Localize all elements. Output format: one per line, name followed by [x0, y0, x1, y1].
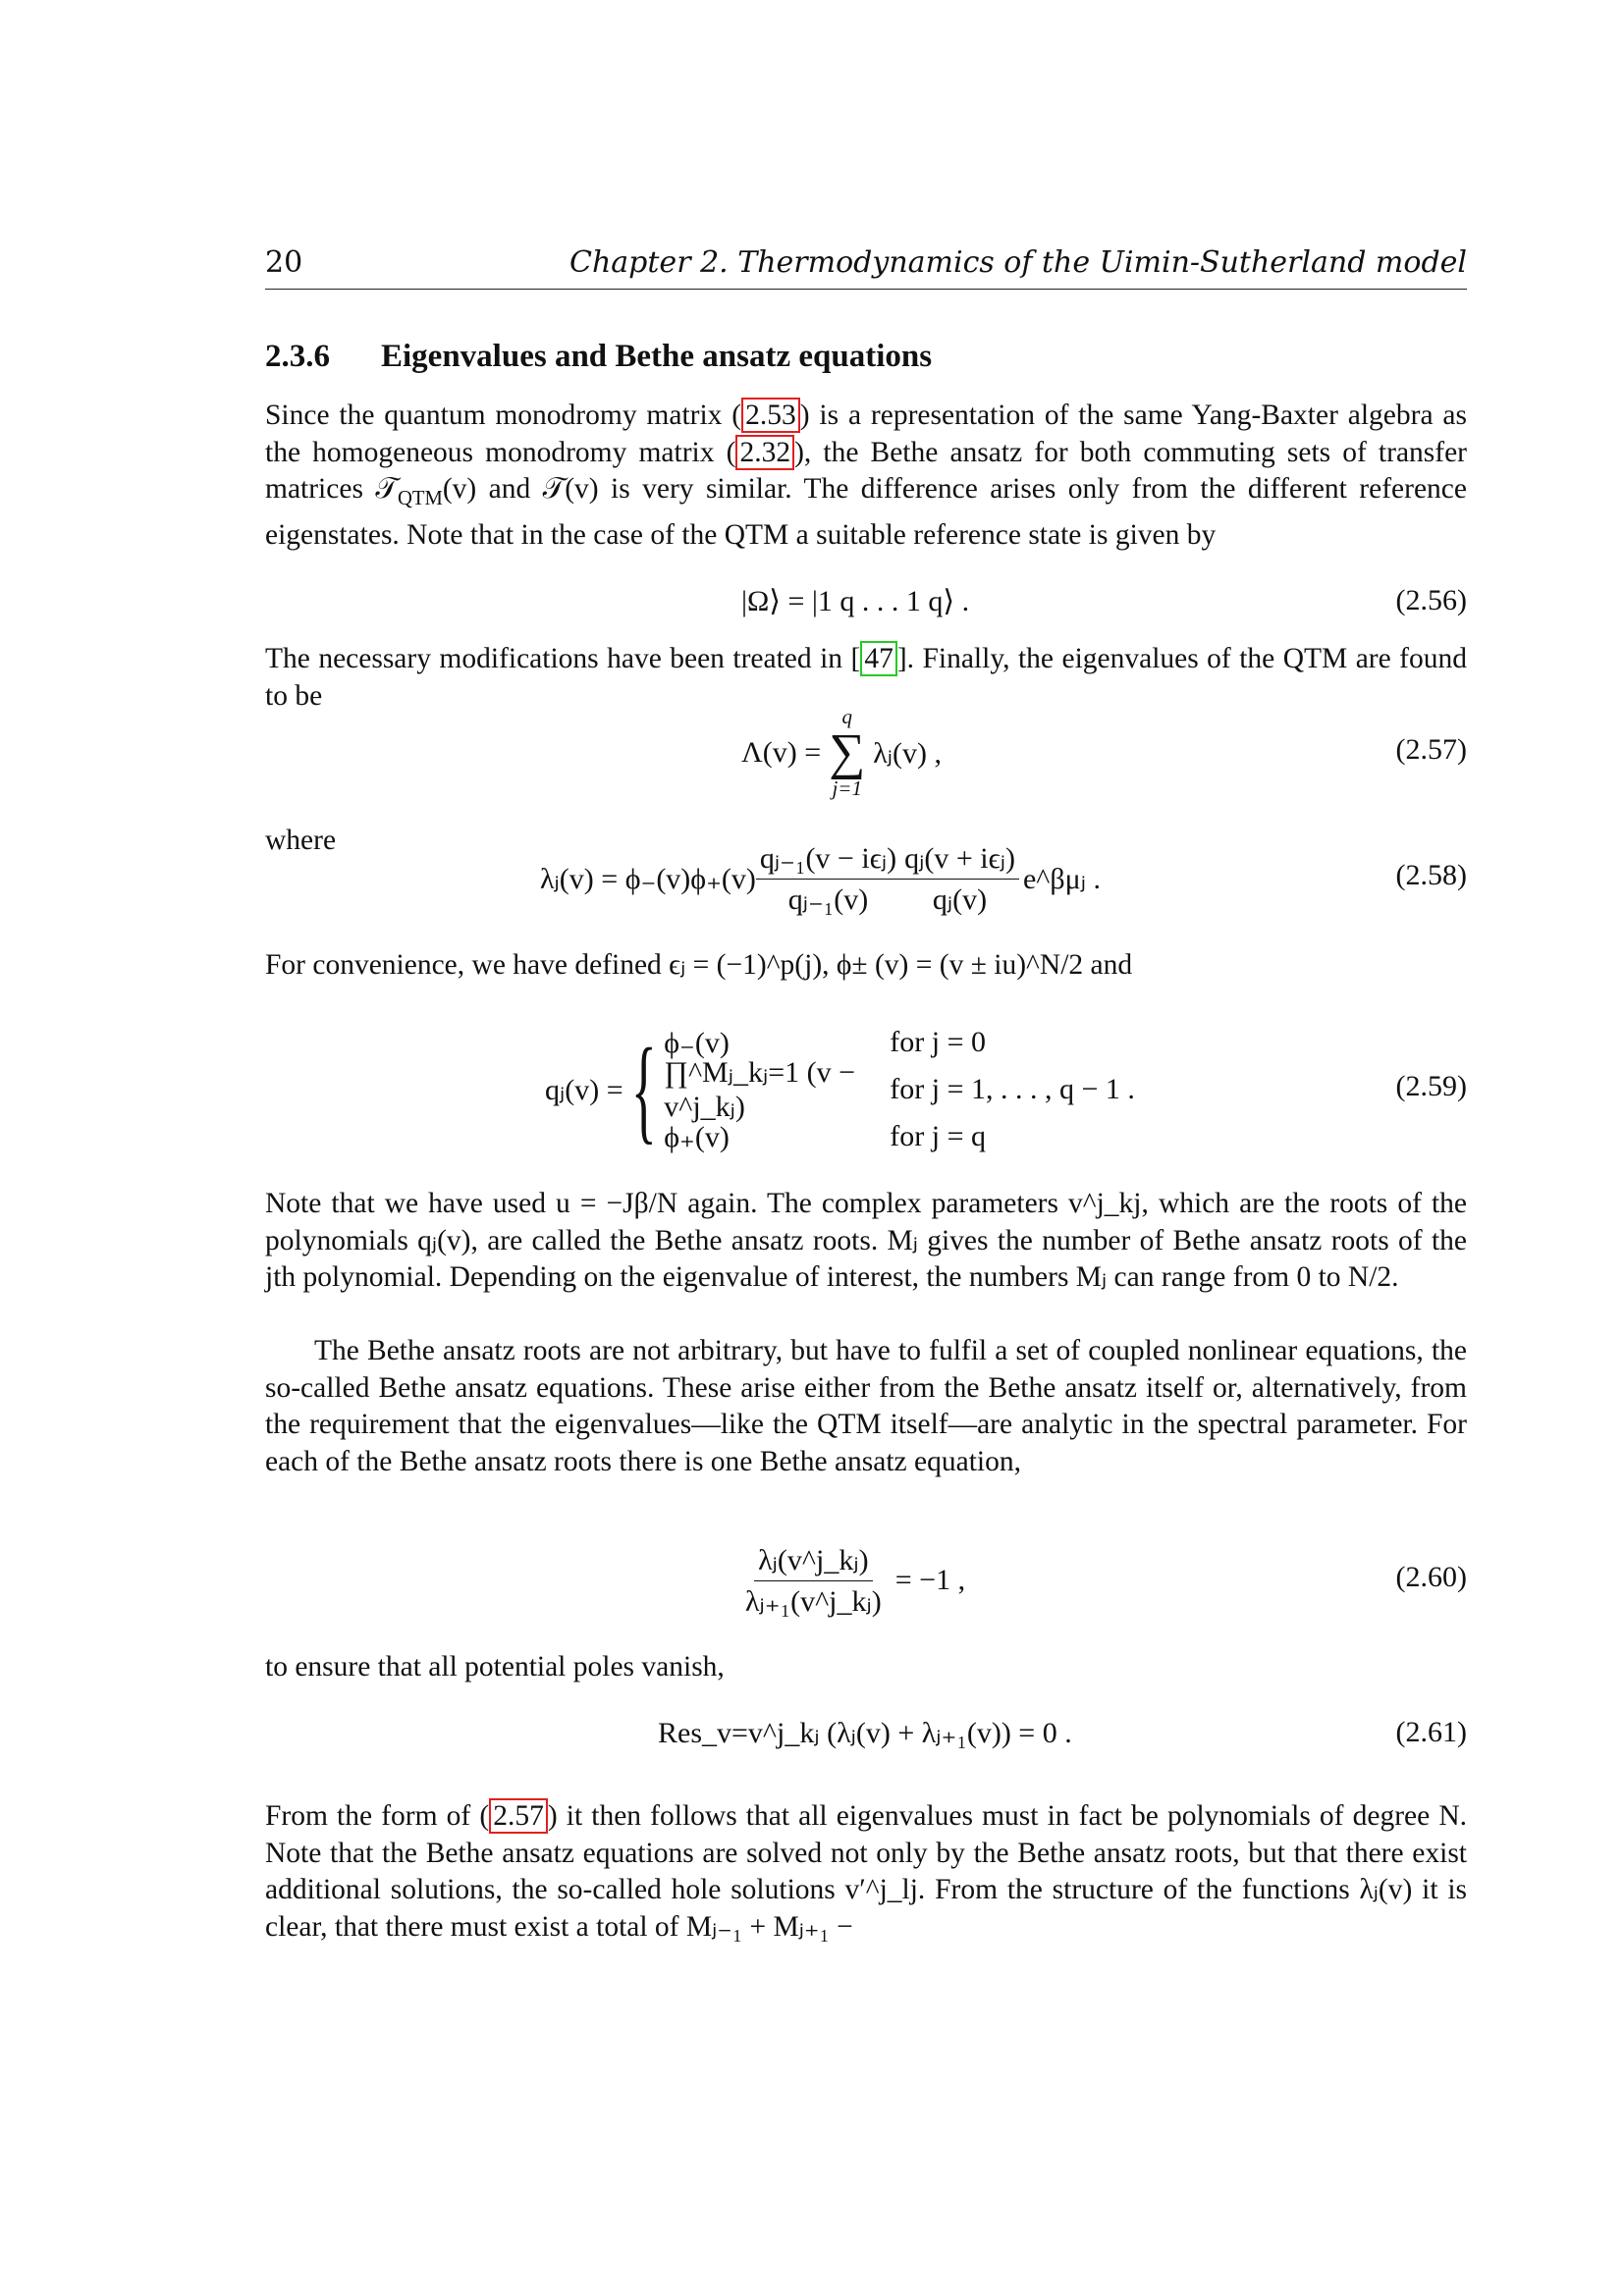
eq-lhs: qⱼ(v) = [545, 1073, 623, 1106]
where-text: where [265, 825, 337, 856]
text: Since the quantum monodromy matrix [265, 400, 732, 431]
paragraph-3: For convenience, we have defined ϵⱼ = (−1)^p(j), ϕ± (v) = (v ± iu)^N/2 and [265, 949, 1133, 981]
cases [664, 1019, 1135, 1160]
citation-47[interactable]: 47 [860, 641, 897, 676]
chapter-title: Chapter 2. Thermodynamics of the Uimin-Sutherland model [569, 245, 1467, 280]
fraction [756, 841, 900, 917]
equation-2-56 [265, 584, 1467, 623]
text: (v) and 𝒯(v) is very similar. The difference arises only from the different reference eigenstates. Note that in the case of the QTM a suitable reference state is given by [265, 473, 1467, 552]
eq-tail: e^βμⱼ . [1022, 862, 1101, 895]
eq-rhs: = −1 , [894, 1564, 966, 1596]
paragraph-4: Note that we have used u = −Jβ/N again. The complex parameters v^j_kj, which are the roots of the polynomials qⱼ(v), are called the Bethe ansatz roots. Mⱼ gives the number of Bethe ansatz roots of the jth polynomial. Depending on the eigenvalue of interest, the numbers Mⱼ can range from 0 to N/2. [265, 1188, 1467, 1293]
numerator: qⱼ(v + iϵⱼ) [900, 841, 1019, 880]
denominator: qⱼ(v) [932, 882, 988, 916]
text: is a representation of the same Yang-Baxter algebra as the homogeneous monodromy matrix [265, 400, 1467, 468]
case-cond: for j = 1, . . . , q − 1 . [890, 1073, 1135, 1105]
text: The necessary modifications have been treated in [265, 643, 851, 674]
denominator: λⱼ₊₁(v^j_kⱼ) [745, 1584, 882, 1618]
section-number: 2.3.6 [265, 339, 330, 374]
text: it then follows that all eigenvalues must in fact be polynomials of degree N. Note that the Bethe ansatz equations are solved not only by the Bethe ansatz roots, but that there exist additional solutions, the so-called hole solutions v′^j_lj. From the structure of the functions λⱼ(v) it is clear, that there must exist a total of Mⱼ₋₁ + Mⱼ₊₁ − [265, 1800, 1468, 1943]
running-header [265, 245, 1467, 290]
text: , the Bethe ansatz for both commuting sets of transfer matrices 𝒯 [265, 436, 1468, 505]
eq-lhs: λⱼ(v) = ϕ₋(v)ϕ₊(v) [540, 862, 756, 895]
paragraph-6: to ensure that all potential poles vanish, [265, 1651, 725, 1682]
eq-ref-2-32[interactable]: 2.32 [735, 435, 794, 470]
paragraph-5: The Bethe ansatz roots are not arbitrary, but have to fulfil a set of coupled nonlinear equations, the so-called Bethe ansatz equations. These arise either from the Bethe ansatz itself or, alternatively, from the requirement that the eigenvalues—like the QTM itself—are analytic in the spectral parameter. For each of the Bethe ansatz roots there is one Bethe ansatz equation, [265, 1335, 1467, 1477]
eq-tag: (2.58) [1395, 859, 1467, 891]
section-title: Eigenvalues and Bethe ansatz equations [381, 339, 933, 374]
eq-tag: (2.56) [1395, 584, 1467, 616]
eq-tag: (2.61) [1395, 1716, 1467, 1748]
equation-2-60 [265, 1526, 1467, 1634]
denominator: qⱼ₋₁(v) [787, 882, 869, 916]
sum-upper: q [841, 705, 852, 728]
eq-lhs: Λ(v) = [741, 736, 822, 769]
case-expr: ϕ₋(v) [664, 1026, 730, 1059]
eq-ref-2-53[interactable]: 2.53 [741, 398, 800, 433]
paragraph-2: The necessary modifications have been treated in [ 47 ]. Finally, the eigenvalues of the QTM are found to be [265, 643, 1467, 712]
eq-tag: (2.60) [1395, 1561, 1467, 1593]
summation: q ∑ j=1 [829, 705, 866, 800]
page-number: 20 [265, 245, 303, 280]
equation-2-58 [265, 834, 1467, 923]
case-cond: for j = 0 [890, 1026, 986, 1058]
case-expr: ϕ₊(v) [664, 1120, 730, 1153]
numerator: qⱼ₋₁(v − iϵⱼ) [756, 841, 900, 880]
eq-tag: (2.59) [1395, 1070, 1467, 1102]
numerator: λⱼ(v^j_kⱼ) [754, 1543, 872, 1581]
case-cond: for j = q [890, 1120, 986, 1152]
text: . Finally, the eigenvalues of the QTM are found to be [265, 643, 1467, 712]
fraction [900, 841, 1019, 917]
eq-body: |Ω⟩ = |1 q . . . 1 q⟩ . [741, 585, 970, 617]
eq-body: Res_v=v^j_kⱼ (λⱼ(v) + λⱼ₊₁(v)) = 0 . [658, 1717, 1072, 1749]
eq-ref-2-57[interactable]: 2.57 [489, 1798, 548, 1834]
section-heading [265, 339, 932, 375]
equation-2-59: qⱼ(v) = { ϕ₋(v) for j = 0 ∏^Mⱼ_kⱼ=1 (v − v^j_kⱼ) for j = 1, . . . , q − 1 . ϕ₊(v) for j = q (2.59) [265, 1011, 1467, 1168]
paragraph-1: Since the quantum monodromy matrix ( 2.53 ) is a representation of the same Yang-Baxter algebra as the homogeneous monodromy matrix ( 2.32 ), the Bethe ansatz for both commuting sets of transfer matrices 𝒯$_{QTM}$(v) and 𝒯(v) is very similar. The difference arises only from the different reference eigenstates. Note that in the case of the QTM a suitable reference state is given by [265, 400, 1468, 552]
equation-2-57 [265, 699, 1467, 807]
equation-2-61 [265, 1716, 1467, 1765]
sum-lower: j=1 [832, 776, 862, 800]
case-expr: ∏^Mⱼ_kⱼ=1 (v − v^j_kⱼ) [664, 1056, 856, 1123]
fraction [741, 1543, 886, 1619]
eq-rhs: λⱼ(v) , [873, 736, 943, 770]
eq-tag: (2.57) [1395, 733, 1467, 766]
text: From the form of [265, 1800, 480, 1832]
subscript: QTM [397, 487, 443, 509]
paragraph-7: From the form of ( 2.57 ) it then follows that all eigenvalues must in fact be polynomials of degree N. Note that the Bethe ansatz equations are solved not only by the Bethe ansatz roots, but that there exist additional solutions, the so-called hole solutions v′^j_lj. From the structure of the functions λⱼ(v) it is clear, that there must exist a total of Mⱼ₋₁ + Mⱼ₊₁ − [265, 1800, 1468, 1943]
